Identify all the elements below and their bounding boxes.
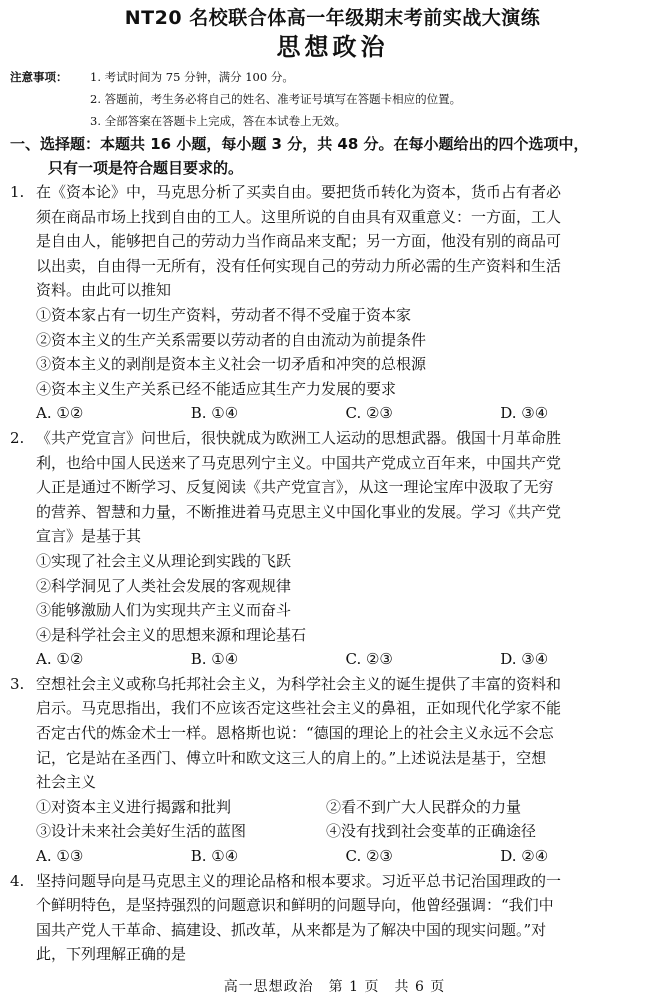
question-stem: 在《资本论》中，马克思分析了买卖自由。要把货币转化为资本，货币占有者必 须在商品市场上找到自由的工人。这里所说的自由具有双重意义：一方面，工人 是自由人，能够把自己的劳动力当作商品来支配；另一方面，他没有别的商品可 以出卖，自由得一无所有，没有任何实现自己的劳动力所必需的生产资料和生活 资料。由此可以推知 — [36, 183, 562, 300]
statement-option: ④是科学社会主义的思想来源和理论基石 — [36, 625, 307, 644]
note-item: 2. 答题前，考生务必将自己的姓名、准考证号填写在答题卡相应的位置。 — [90, 92, 462, 106]
choice-b: B. ①④ — [190, 404, 239, 423]
choice-a: A. ①② — [36, 650, 84, 669]
question-stem: 《共产党宣言》问世后，很快就成为欧洲工人运动的思想武器。俄国十月革命胜 利，也给中国人民送来了马克思列宁主义。中国共产党成立百年来，中国共产党 人正是通过不断学习、反复阅读《共产党宣言》，从这一理论宝库中汲取了无穷 的营养、智慧和力量，不断推进着马克思主义中国化事业的发展。学习《共产党 宣言》是基于其 — [36, 428, 562, 546]
choice-c: C. ②③ — [345, 404, 393, 423]
section-heading: 一、选择题：本题共 16 小题，每小题 3 分，共 48 分。在每小题给出的四个选项中， 只有一项是符合题目要求的。 — [10, 135, 589, 177]
statement-option: ②资本主义的生产关系需要以劳动者的自由流动为前提条件 — [36, 330, 427, 349]
statement-option: ②科学洞见了人类社会发展的客观规律 — [36, 576, 292, 595]
statement-option: ③设计未来社会美好生活的蓝图 — [36, 822, 247, 841]
answer-choices — [10, 647, 655, 672]
choice-c: C. ②③ — [345, 847, 393, 866]
note-item: 1. 考试时间为 75 分钟，满分 100 分。 — [90, 70, 294, 84]
statement-options-row — [10, 795, 655, 820]
statement-option: ④资本主义生产关系已经不能适应其生产力发展的要求 — [36, 379, 397, 398]
choice-a: A. ①② — [36, 404, 84, 423]
choice-a: A. ①③ — [36, 847, 84, 866]
question-stem: 坚持问题导向是马克思主义的理论品格和根本要求。习近平总书记治国理政的一 个鲜明特色，是坚持强烈的问题意识和鲜明的问题导向，他曾经强调：“我们中 国共产党人干革命、搞建设、抓改革，从来都是为了解决中国的现实问题。”对 此，下列理解正确的是 — [36, 871, 562, 964]
question-2 — [10, 426, 655, 672]
question-stem: 空想社会主义或称乌托邦社会主义，为科学社会主义的诞生提供了丰富的资料和 启示。马克思指出，我们不应该否定这些社会主义的鼻祖，正如现代化学家不能 否定古代的炼金术士一样。恩格斯也说：“德国的理论上的社会主义永远不会忘 记，它是站在圣西门、傅立叶和欧文这三人的肩上的。”上述说法是基于，空想 社会主义 — [36, 674, 562, 792]
exam-title: NT20 名校联合体高一年级期末考前实战大演练 — [124, 7, 541, 29]
choice-d: D. ③④ — [500, 650, 549, 669]
statement-option: ③能够激励人们为实现共产主义而奋斗 — [36, 601, 292, 620]
choice-d: D. ②④ — [500, 847, 549, 866]
choice-b: B. ①④ — [190, 847, 239, 866]
choice-d: D. ③④ — [500, 404, 549, 423]
question-number: 3. — [10, 674, 25, 693]
question-number: 4. — [10, 871, 25, 890]
exam-notes — [10, 66, 655, 132]
statement-option: ①实现了社会主义从理论到实践的飞跃 — [36, 551, 292, 570]
statement-option: ③资本主义的剥削是资本主义社会一切矛盾和冲突的总根源 — [36, 355, 427, 374]
page-footer: 高一思想政治 第 1 页 共 6 页 — [223, 979, 446, 995]
subject-title: 思想政治 — [276, 33, 389, 61]
statement-options-row — [10, 819, 655, 844]
answer-choices — [10, 401, 655, 426]
note-item: 3. 全部答案在答题卡上完成，答在本试卷上无效。 — [90, 114, 347, 128]
statement-option: ①对资本主义进行揭露和批判 — [36, 797, 232, 816]
answer-choices — [10, 844, 655, 869]
question-number: 2. — [10, 428, 25, 447]
statement-option: ①资本家占有一切生产资料，劳动者不得不受雇于资本家 — [36, 305, 412, 324]
choice-b: B. ①④ — [190, 650, 239, 669]
statement-option: ②看不到广大人民群众的力量 — [326, 797, 522, 816]
question-3 — [10, 672, 655, 869]
notes-label: 注意事项： — [10, 70, 68, 84]
question-1 — [10, 180, 655, 426]
question-4 — [10, 869, 655, 967]
choice-c: C. ②③ — [345, 650, 393, 669]
statement-option: ④没有找到社会变革的正确途径 — [326, 822, 537, 841]
question-number: 1. — [10, 183, 25, 201]
